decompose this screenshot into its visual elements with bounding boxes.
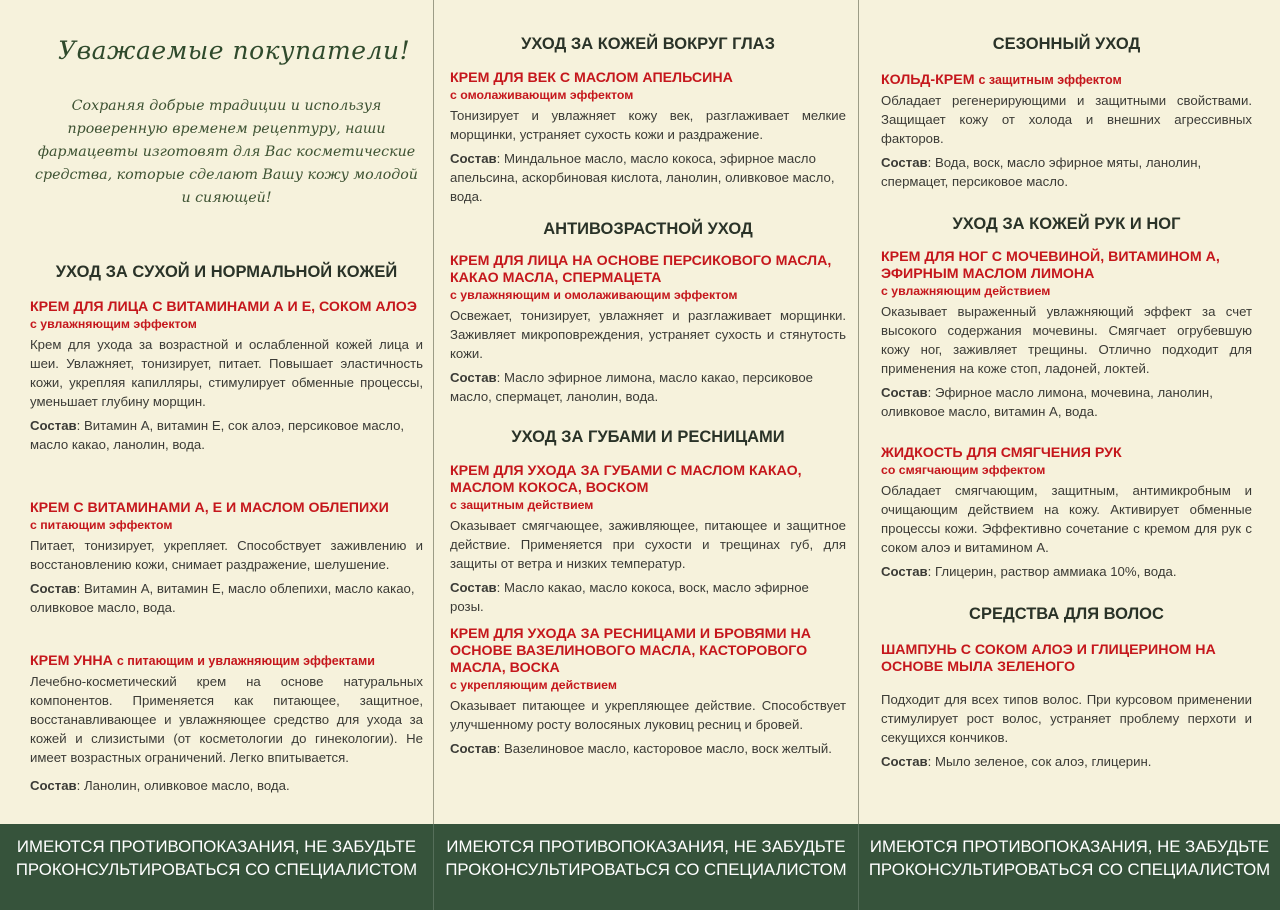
product-title [881, 72, 1252, 89]
footer-warning [434, 835, 858, 881]
product-description: Лечебно-косметический крем на основе натуральных компонентов. Применяется как питающее, защитное, восстанавливающее и увлажняющее средство для ухода за кожей и слизистыми (от косметологии до гинекологии). Не имеет возрастных ограничений. Легко впитывается. [30, 674, 423, 765]
composition-text: Ланолин, оливковое масло, вода. [83, 778, 290, 793]
footer-line: ПРОКОНСУЛЬТИРОВАТЬСЯ СО СПЕЦИАЛИСТОМ [445, 860, 847, 879]
product-card [450, 70, 846, 206]
product-description: Обладает регенерирующими и защитными свойствами. Защищает кожу от холода и внешних агрессивных факторов. [881, 93, 1252, 146]
product-subtitle: со смягчающим эффектом [881, 463, 1046, 477]
product-composition: Состав: Витамин А, витамин Е, масло облепихи, масло какао, оливковое масло, вода. [30, 581, 415, 615]
composition-text: Масло эфирное лимона, масло какао, персиковое масло, спермацет, ланолин, вода. [450, 370, 814, 404]
product-composition: Состав: Миндальное масло, масло кокоса, эфирное масло апельсина, аскорбиновая кислота, ланолин, оливковое масло, вода. [450, 151, 835, 204]
product-card [881, 72, 1252, 191]
composition-text: Мыло зеленое, сок алоэ, глицерин. [934, 754, 1152, 769]
product-composition: Состав: Вазелиновое масло, касторовое масло, воск желтый. [450, 741, 832, 756]
composition-label: Состав [450, 741, 497, 756]
product-title: КРЕМ ДЛЯ УХОДА ЗА РЕСНИЦАМИ И БРОВЯМИ НА ОСНОВЕ ВАЗЕЛИНОВОГО МАСЛА, КАСТОРОВОГО МАСЛА, ВОСКА [450, 626, 812, 676]
product-card [881, 249, 1252, 421]
product-title: КРЕМ ДЛЯ ЛИЦА НА ОСНОВЕ ПЕРСИКОВОГО МАСЛА, КАКАО МАСЛА, СПЕРМАЦЕТА [450, 253, 832, 286]
composition-label: Состав [881, 754, 928, 769]
composition-label: Состав [30, 581, 77, 596]
product-subtitle: с увлажняющим эффектом [30, 317, 197, 331]
product-title: КРЕМ ДЛЯ ЛИЦА С ВИТАМИНАМИ А И Е, СОКОМ АЛОЭ [30, 299, 417, 315]
product-description: Оказывает смягчающее, заживляющее, питающее и защитное действие. Применяется при сухости и трещинах губ, для защиты от ветра и низких температур. [450, 518, 846, 571]
product-title-suffix: с питающим и увлажняющим эффектами [116, 654, 375, 668]
product-description: Питает, тонизирует, укрепляет. Способствует заживлению и восстановлению кожи, снимает раздражение, шелушение. [30, 538, 423, 572]
product-title [30, 653, 423, 670]
footer-banner [0, 824, 1280, 910]
product-subtitle: с питающим эффектом [30, 518, 173, 532]
composition-label: Состав [450, 370, 497, 385]
column-2 [434, 0, 858, 824]
section-heading: УХОД ЗА КОЖЕЙ РУК И НОГ [952, 215, 1181, 233]
composition-label: Состав [881, 564, 928, 579]
product-description: Тонизирует и увлажняет кожу век, разглаживает мелкие морщинки, устраняет сухость кожи и раздражение. [450, 108, 846, 142]
product-title-main: КРЕМ УННА [30, 653, 113, 669]
composition-text: Глицерин, раствор аммиака 10%, вода. [934, 564, 1177, 579]
product-description: Подходит для всех типов волос. При курсовом применении стимулирует рост волос, устраняет проблему перхоти и секущихся кончиков. [881, 692, 1252, 745]
product-title: ШАМПУНЬ С СОКОМ АЛОЭ И ГЛИЦЕРИНОМ НА ОСНОВЕ МЫЛА ЗЕЛЕНОГО [881, 642, 1216, 675]
product-card [450, 253, 846, 406]
product-description: Освежает, тонизирует, увлажняет и разглаживает морщинки. Заживляет микроповреждения, устраняет сухость и стянутость кожи. [450, 308, 846, 361]
product-composition: Состав: Масло эфирное лимона, масло какао, персиковое масло, спермацет, ланолин, вода. [450, 370, 814, 404]
section-heading: АНТИВОЗРАСТНОЙ УХОД [543, 220, 753, 238]
column-1 [0, 0, 433, 824]
product-composition: Состав: Ланолин, оливковое масло, вода. [30, 778, 290, 793]
composition-text: Вода, воск, масло эфирное мяты, ланолин, спермацет, персиковое масло. [881, 155, 1202, 189]
product-subtitle: с увлажняющим действием [881, 284, 1051, 298]
section-heading: СРЕДСТВА ДЛЯ ВОЛОС [969, 605, 1164, 623]
product-description: Обладает смягчающим, защитным, антимикробным и очищающим действием на кожу. Активирует обменные процессы кожи. Эффективно сочетание с кремом для рук с соком алоэ и витамином А. [881, 483, 1252, 555]
product-title: КРЕМ ДЛЯ УХОДА ЗА ГУБАМИ С МАСЛОМ КАКАО, МАСЛОМ КОКОСА, ВОСКОМ [450, 463, 802, 496]
composition-text: Миндальное масло, масло кокоса, эфирное масло апельсина, аскорбиновая кислота, ланолин, оливковое масло, вода. [450, 151, 835, 204]
product-subtitle: с омолаживающим эффектом [450, 88, 634, 102]
product-composition: Состав: Масло какао, масло кокоса, воск, масло эфирное розы. [450, 580, 809, 614]
product-card [450, 463, 846, 616]
product-title: ЖИДКОСТЬ ДЛЯ СМЯГЧЕНИЯ РУК [881, 445, 1122, 461]
column-3 [859, 0, 1280, 824]
product-card [881, 642, 1252, 771]
product-composition: Состав: Глицерин, раствор аммиака 10%, вода. [881, 564, 1177, 579]
product-description: Оказывает выраженный увлажняющий эффект за счет высокого содержания мочевины. Смягчает огрубевшую кожу ног, заживляет трещины. Отлично подходит для применения на коже стоп, ладоней, локтей. [881, 304, 1252, 376]
product-title-suffix: с защитным эффектом [978, 73, 1122, 87]
product-composition: Состав: Вода, воск, масло эфирное мяты, ланолин, спермацет, персиковое масло. [881, 155, 1202, 189]
footer-warning [859, 835, 1280, 881]
product-card [30, 299, 423, 454]
product-subtitle: с защитным действием [450, 498, 594, 512]
footer-line: ПРОКОНСУЛЬТИРОВАТЬСЯ СО СПЕЦИАЛИСТОМ [868, 860, 1271, 879]
section-heading: УХОД ЗА ГУБАМИ И РЕСНИЦАМИ [511, 428, 785, 446]
product-subtitle: с увлажняющим и омолаживающим эффектом [450, 288, 738, 302]
product-card [30, 653, 423, 795]
product-title: КРЕМ ДЛЯ НОГ С МОЧЕВИНОЙ, ВИТАМИНОМ А, ЭФИРНЫМ МАСЛОМ ЛИМОНА [881, 249, 1220, 282]
product-description: Оказывает питающее и укрепляющее действие. Способствует улучшенному росту волосяных луковиц ресниц и бровей. [450, 698, 846, 732]
footer-warning [0, 835, 433, 881]
section-heading: УХОД ЗА СУХОЙ И НОРМАЛЬНОЙ КОЖЕЙ [55, 263, 398, 281]
composition-text: Витамин А, витамин Е, масло облепихи, масло какао, оливковое масло, вода. [30, 581, 415, 615]
footer-line: ИМЕЮТСЯ ПРОТИВОПОКАЗАНИЯ, НЕ ЗАБУДЬТЕ [869, 837, 1270, 856]
product-title: КРЕМ С ВИТАМИНАМИ А, Е И МАСЛОМ ОБЛЕПИХИ [30, 500, 389, 516]
footer-line: ИМЕЮТСЯ ПРОТИВОПОКАЗАНИЯ, НЕ ЗАБУДЬТЕ [16, 837, 417, 856]
product-composition: Состав: Мыло зеленое, сок алоэ, глицерин. [881, 754, 1152, 769]
section-heading: СЕЗОННЫЙ УХОД [992, 35, 1141, 53]
composition-label: Состав [450, 580, 497, 595]
product-subtitle: с укрепляющим действием [450, 678, 617, 692]
section-heading: УХОД ЗА КОЖЕЙ ВОКРУГ ГЛАЗ [521, 35, 775, 53]
composition-label: Состав [30, 778, 77, 793]
composition-text: Масло какао, масло кокоса, воск, масло эфирное розы. [450, 580, 809, 614]
footer-line: ИМЕЮТСЯ ПРОТИВОПОКАЗАНИЯ, НЕ ЗАБУДЬТЕ [446, 837, 846, 856]
product-description: Крем для ухода за возрастной и ослабленной кожей лица и шеи. Увлажняет, тонизирует, питает. Повышает эластичность кожи, укрепляя капилляры, стимулирует обменные процессы, уменьшает глубину морщин. [30, 337, 423, 409]
product-title-main: КОЛЬД-КРЕМ [881, 72, 975, 88]
composition-text: Витамин А, витамин Е, сок алоэ, персиковое масло, масло какао, ланолин, вода. [30, 418, 405, 452]
composition-label: Состав [881, 155, 928, 170]
product-composition: Состав: Эфирное масло лимона, мочевина, ланолин, оливковое масло, витамин А, вода. [881, 385, 1213, 419]
composition-label: Состав [30, 418, 77, 433]
product-card [30, 500, 423, 617]
composition-text: Вазелиновое масло, касторовое масло, воск желтый. [503, 741, 832, 756]
footer-line: ПРОКОНСУЛЬТИРОВАТЬСЯ СО СПЕЦИАЛИСТОМ [15, 860, 418, 879]
composition-label: Состав [450, 151, 497, 166]
product-title: КРЕМ ДЛЯ ВЕК С МАСЛОМ АПЕЛЬСИНА [450, 70, 733, 86]
product-card [881, 445, 1252, 581]
product-card [450, 626, 846, 758]
greeting-title: Уважаемые покупатели! [58, 36, 411, 65]
composition-label: Состав [881, 385, 928, 400]
composition-text: Эфирное масло лимона, мочевина, ланолин, оливковое масло, витамин А, вода. [881, 385, 1213, 419]
greeting-text: Сохраняя добрые традиции и используя проверенную временем рецептуру, наши фармацевты изготовят для Вас косметические средства, которые сделают Вашу кожу молодой и сияющей! [35, 98, 418, 206]
product-composition: Состав: Витамин А, витамин Е, сок алоэ, персиковое масло, масло какао, ланолин, вода. [30, 418, 405, 452]
